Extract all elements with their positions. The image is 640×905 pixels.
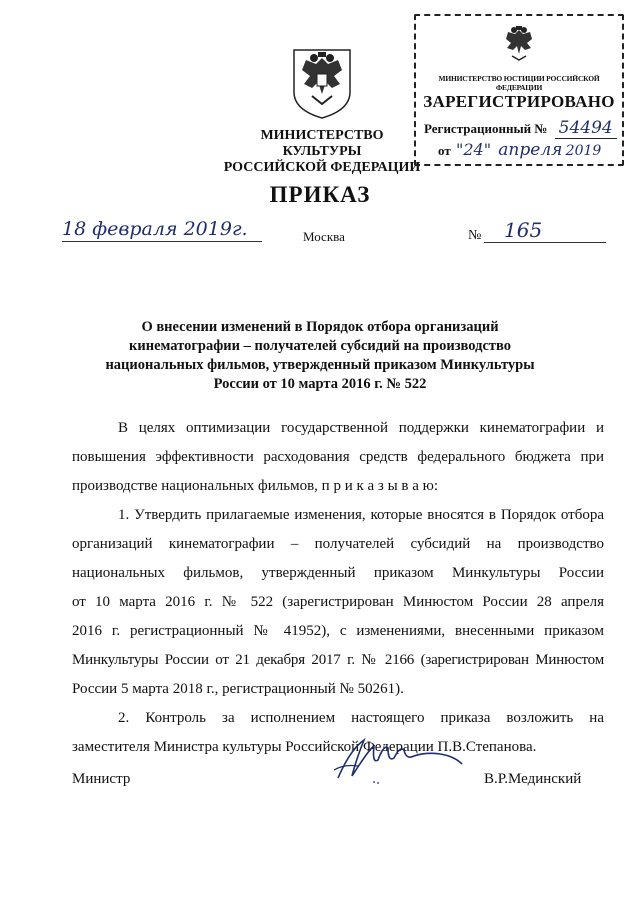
- stamp-reg-number: 54494: [555, 118, 617, 139]
- subject-line-3: национальных фильмов, утвержденный приказом Минкультуры: [105, 357, 535, 373]
- stamp-emblem: [502, 24, 536, 62]
- p2-line-1: 2. Контроль за исполнением настоящего приказа возложить на: [118, 710, 604, 726]
- order-city: Москва: [303, 229, 345, 244]
- p2-line-2: заместителя Министра культуры Российской Федерации П.В.Степанова.: [72, 739, 537, 755]
- stamp-ministry: МИНИСТЕРСТВО ЮСТИЦИИ РОССИЙСКОЙ ФЕДЕРАЦИИ: [438, 74, 600, 92]
- stamp-reg-row: [424, 118, 624, 138]
- intro-line-2: повышения эффективности расходования средств федерального бюджета при: [72, 449, 604, 465]
- registration-stamp: [414, 14, 624, 166]
- body-text: [72, 414, 604, 762]
- signer-position: Министр: [72, 771, 131, 787]
- russian-coat-of-arms-icon: [288, 40, 356, 120]
- order-number-row: [468, 218, 608, 244]
- ministry-name-line2: РОССИЙСКОЙ ФЕДЕРАЦИИ: [223, 160, 421, 175]
- signer-name: В.Р.Мединский: [484, 771, 582, 787]
- stamp-date-row: [438, 140, 622, 160]
- p1-line-2: организаций кинематографии – получателей субсидий на производство: [72, 536, 604, 552]
- p1-line-1: 1. Утвердить прилагаемые изменения, которые вносятся в Порядок отбора: [118, 507, 604, 523]
- p1-line-5: 2016 г. регистрационный № 41952), с изменениями, внесенными приказом: [72, 623, 604, 639]
- p1-line-6: Минкультуры России от 21 декабря 2017 г. № 2166 (зарегистрирован Минюстом: [72, 652, 604, 668]
- stamp-date-year: 2019: [565, 143, 602, 159]
- stamp-date-month: апреля: [498, 140, 563, 160]
- intro-line-3: производстве национальных фильмов, п р и к а з ы в а ю:: [72, 478, 439, 494]
- order-number-label: №: [468, 228, 482, 243]
- ministry-header: [222, 128, 422, 176]
- order-date: 18 февраля 2019г.: [62, 218, 262, 242]
- order-number: 165: [504, 218, 543, 242]
- handwritten-signature: [330, 730, 470, 790]
- coat-of-arms-emblem: [288, 40, 356, 120]
- subject-line-1: О внесении изменений в Порядок отбора организаций: [141, 319, 499, 335]
- stamp-registered: ЗАРЕГИСТРИРОВАНО: [423, 92, 615, 111]
- p1-line-3: национальных фильмов, утвержденный приказом Минкультуры России: [72, 565, 604, 581]
- stamp-date-day: "24": [455, 140, 492, 159]
- intro-line-1: В целях оптимизации государственной поддержки кинематографии и: [118, 420, 604, 436]
- order-number-underline: [484, 242, 606, 243]
- ministry-name-line1: МИНИСТЕРСТВО КУЛЬТУРЫ: [260, 128, 384, 159]
- stamp-coat-of-arms-icon: [502, 24, 536, 62]
- stamp-reg-label: Регистрационный №: [424, 121, 548, 136]
- subject-line-4: России от 10 марта 2016 г. № 522: [213, 376, 427, 392]
- order-subject: [80, 318, 560, 394]
- p1-line-7: России 5 марта 2018 г., регистрационный № 50261).: [72, 681, 404, 697]
- order-title: ПРИКАЗ: [269, 182, 371, 207]
- signature-scribble-icon: [330, 730, 470, 790]
- p1-line-4: от 10 марта 2016 г. № 522 (зарегистрирован Минюстом России 28 апреля: [72, 594, 604, 610]
- subject-line-2: кинематографии – получателей субсидий на производство: [129, 338, 511, 354]
- stamp-from-label: от: [438, 143, 451, 158]
